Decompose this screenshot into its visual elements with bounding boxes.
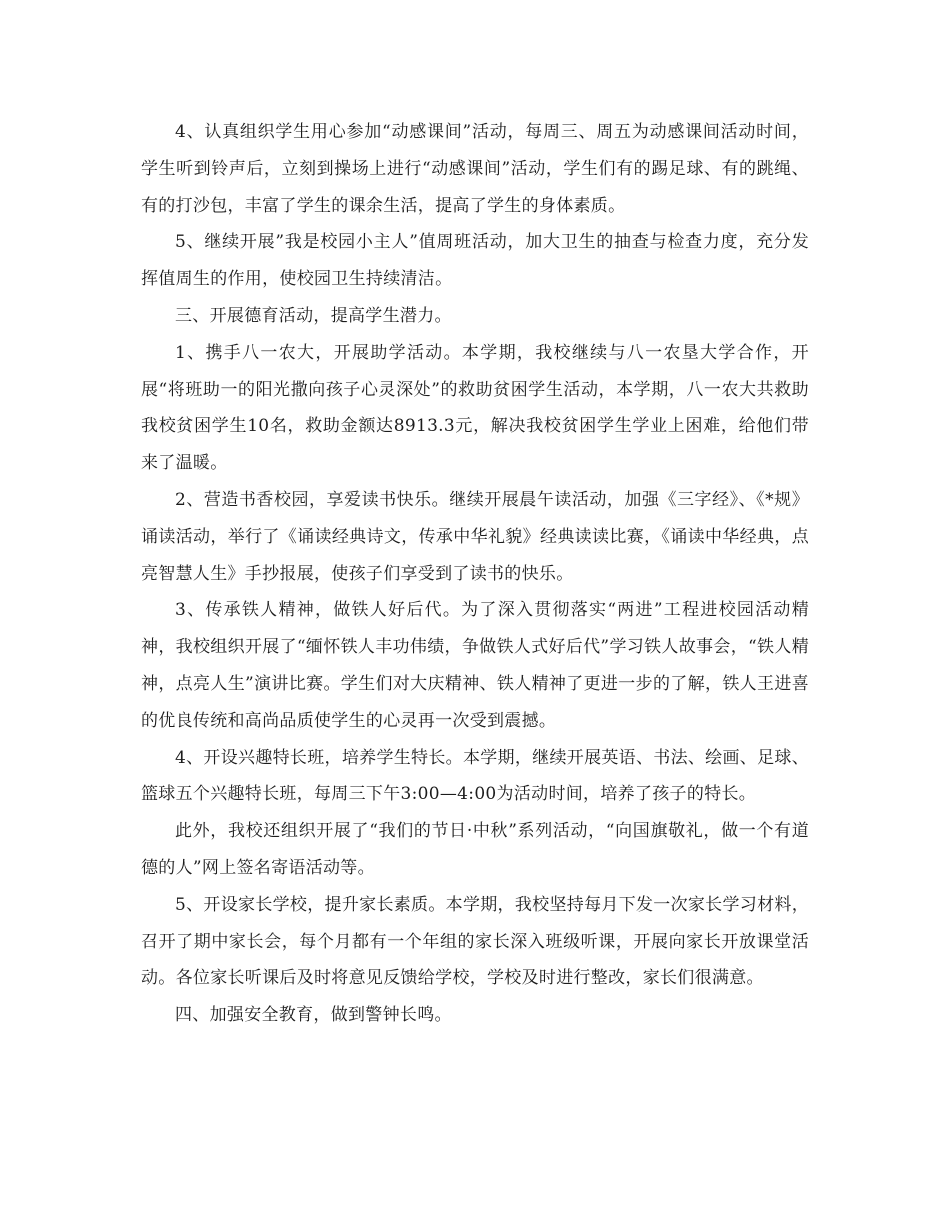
paragraph-duty-class: 5、继续开展”我是校园小主人”值周班活动，加大卫生的抽查与检查力度，充分发挥值周生的作用，使校园卫生持续清洁。 (141, 232, 809, 290)
paragraph-bayi-university-aid: 1、携手八一农大，开展助学活动。本学期，我校继续与八一农垦大学合作，开展“将班助一的阳光撒向孩子心灵深处”的救助贫困学生活动，本学期，八一农大共救助我校贫困学生10名，救助金额达8913.3元，解决我校贫困学生学业上困难，给他们带来了温暖。 (141, 342, 809, 474)
document-body (141, 114, 809, 1034)
section-heading-moral-education: 三、开展德育活动，提高学生潜力。 (175, 305, 452, 326)
paragraph-reading-campus: 2、营造书香校园，享爱读书快乐。继续开展晨午读活动，加强《三字经》、《*规》诵读活动，举行了《诵读经典诗文，传承中华礼貌》经典读读比赛，《诵读中华经典，点亮智慧人生》手抄报展，使孩子们享受到了读书的快乐。 (141, 489, 809, 584)
paragraph-activity-break: 4、认真组织学生用心参加“动感课间”活动，每周三、周五为动感课间活动时间，学生听到铃声后，立刻到操场上进行“动感课间”活动，学生们有的踢足球、有的跳绳、有的打沙包，丰富了学生的课余生活，提高了学生的身体素质。 (141, 122, 809, 216)
section-heading-safety-education: 四、加强安全教育，做到警钟长鸣。 (175, 1005, 452, 1026)
paragraph-iron-man-spirit: 3、传承铁人精神，做铁人好后代。为了深入贯彻落实“两进”工程进校园活动精神，我校组织开展了“缅怀铁人丰功伟绩，争做铁人式好后代”学习铁人故事会，“铁人精神，点亮人生”演讲比赛。学生们对大庆精神、铁人精神了更进一步的了解，铁人王进喜的优良传统和高尚品质使学生的心灵再一次受到震撼。 (141, 600, 809, 731)
paragraph-festival-activities: 此外，我校还组织开展了“我们的节日·中秋”系列活动，“向国旗敬礼，做一个有道德的人”网上签名寄语活动等。 (141, 821, 809, 878)
paragraph-parent-school: 5、开设家长学校，提升家长素质。本学期，我校坚持每月下发一次家长学习材料，召开了期中家长会，每个月都有一个年组的家长深入班级听课，开展向家长开放课堂活动。各位家长听课后及时将意见反馈给学校，学校及时进行整改，家长们很满意。 (141, 894, 809, 989)
paragraph-interest-classes: 4、开设兴趣特长班，培养学生特长。本学期，继续开展英语、书法、绘画、足球、篮球五个兴趣特长班，每周三下午3:00—4:00为活动时间，培养了孩子的特长。 (141, 747, 809, 805)
